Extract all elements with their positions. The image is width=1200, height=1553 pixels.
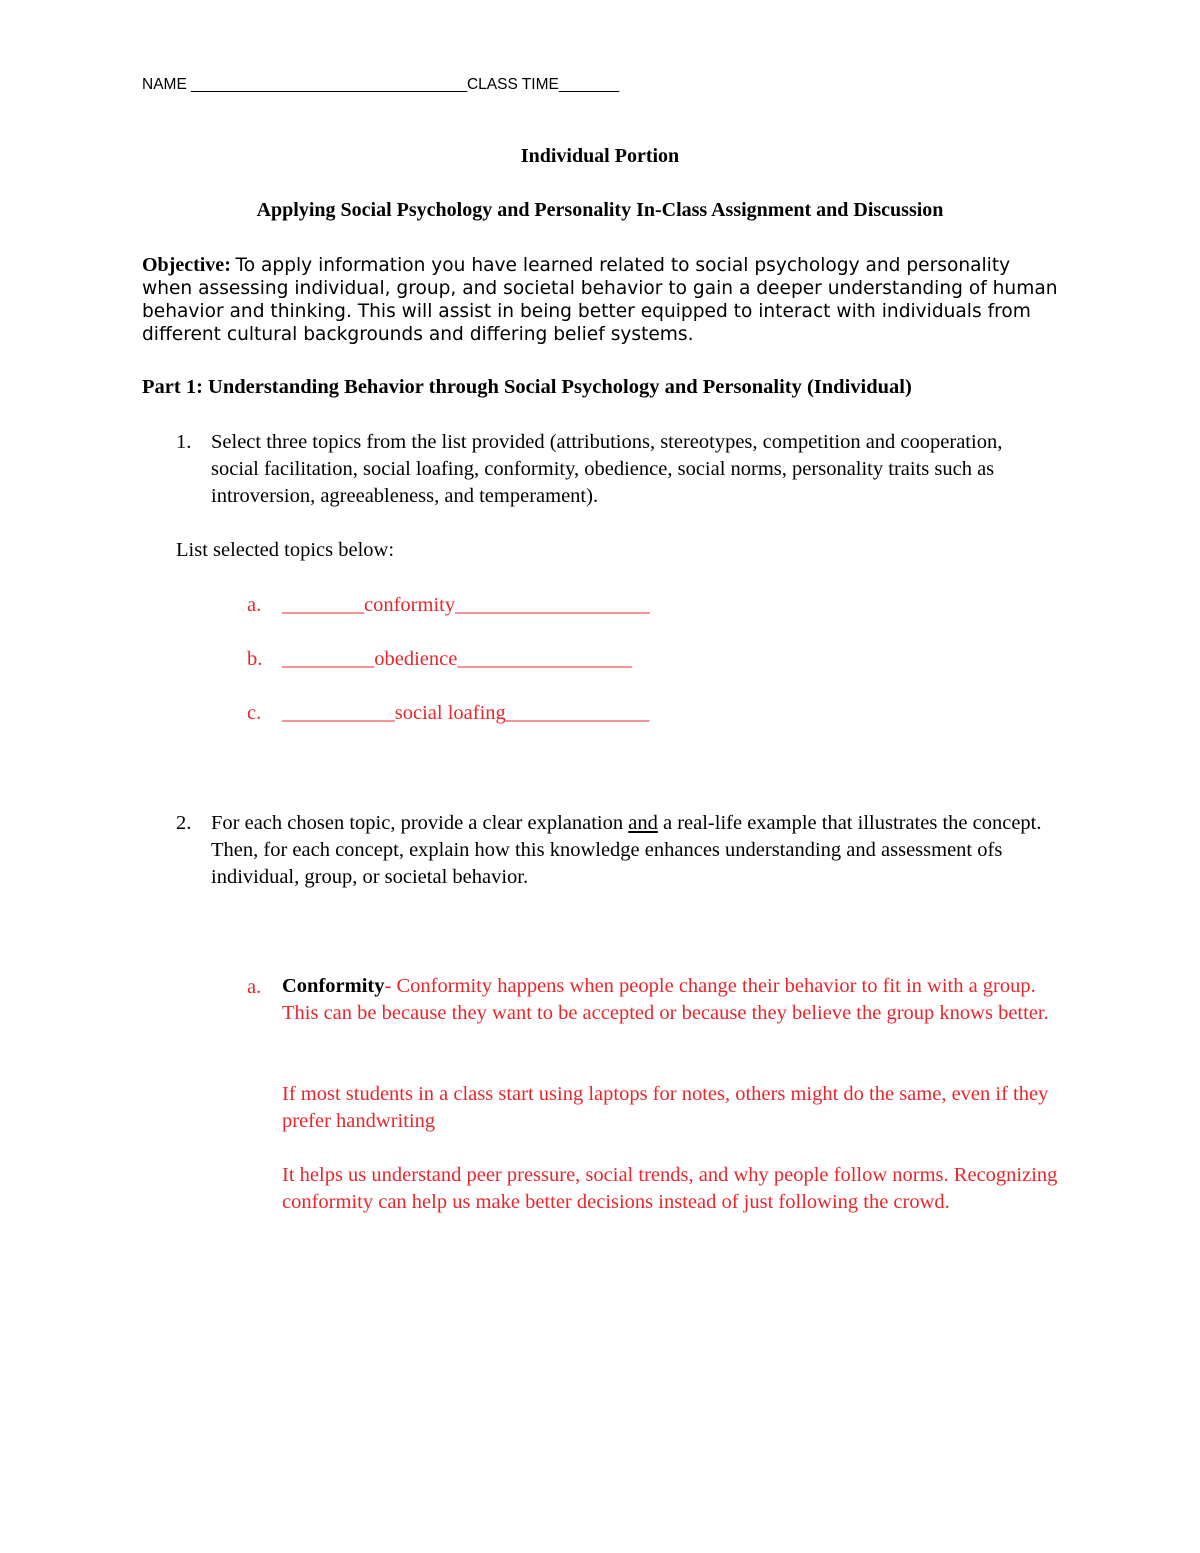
q2-text-before: For each chosen topic, provide a clear explanation <box>211 812 629 834</box>
answer-a-term: Conformity <box>282 975 385 997</box>
topic-a-letter: a. <box>247 594 262 616</box>
topic-b-after: _________________ <box>457 648 632 670</box>
topic-b-value: obedience <box>374 648 458 670</box>
q1-number: 1. <box>176 431 192 453</box>
class-time-field-label: CLASS TIME_______ <box>466 76 620 93</box>
q2-text <box>211 810 1071 891</box>
answer-a-example: If most students in a class start using laptops for notes, others might do the same, even if they prefer handwriting <box>282 1083 1049 1132</box>
topic-c-value: social loafing <box>394 702 506 724</box>
objective-text: To apply information you have learned related to social psychology and personality when assessing individual, group, and societal behavior to gain a deeper understanding of human behavior and thinking. This will assist in being better equipped to interact with individuals from different cultural backgrounds and differing belief systems. <box>142 255 1058 345</box>
q2-number: 2. <box>176 812 192 834</box>
q2-text-underlined: and <box>628 812 658 834</box>
answer-a-explanation-paragraph <box>282 973 1052 1027</box>
answer-a-significance: It helps us understand peer pressure, social trends, and why people follow norms. Recognizing conformity can help us make better decisions instead of just following the crowd. <box>282 1164 1058 1213</box>
list-label: List selected topics below: <box>176 539 395 561</box>
topic-c-field <box>282 702 649 725</box>
assignment-title: Applying Social Psychology and Personality In-Class Assignment and Discussion <box>256 199 944 221</box>
topic-a-before: ________ <box>282 594 364 616</box>
answer-a-dash: - <box>384 975 397 997</box>
topic-a-value: conformity <box>364 594 456 616</box>
topic-b-before: _________ <box>282 648 375 670</box>
topic-b-field <box>282 648 632 671</box>
header-line <box>142 76 619 94</box>
answer-a-explanation: Conformity happens when people change their behavior to fit in with a group. This can be because they want to be accepted or because they believe the group knows better. <box>282 975 1049 1024</box>
topic-c-before: ___________ <box>282 702 395 724</box>
objective-paragraph <box>142 254 1062 346</box>
topic-b-letter: b. <box>247 648 263 670</box>
answer-a-letter: a. <box>247 976 262 998</box>
name-field-label: NAME ________________________________ <box>142 76 467 93</box>
portion-title: Individual Portion <box>520 145 680 167</box>
topic-c-after: ______________ <box>505 702 650 724</box>
q1-text: Select three topics from the list provided (attributions, stereotypes, competition and cooperation, social facilitation, social loafing, conformity, obedience, social norms, personality traits such as introversion, agreeableness, and temperament). <box>211 431 1003 507</box>
objective-label: Objective: <box>142 254 231 276</box>
topic-a-field <box>282 594 650 617</box>
topic-a-after: ___________________ <box>455 594 650 616</box>
part1-heading: Part 1: Understanding Behavior through Social Psychology and Personality (Individual) <box>142 376 912 398</box>
q2-text-after: a real-life example that illustrates the concept. Then, for each concept, explain how this knowledge enhances understanding and assessment ofs individual, group, or societal behavior. <box>211 812 1042 888</box>
topic-c-letter: c. <box>247 702 262 724</box>
